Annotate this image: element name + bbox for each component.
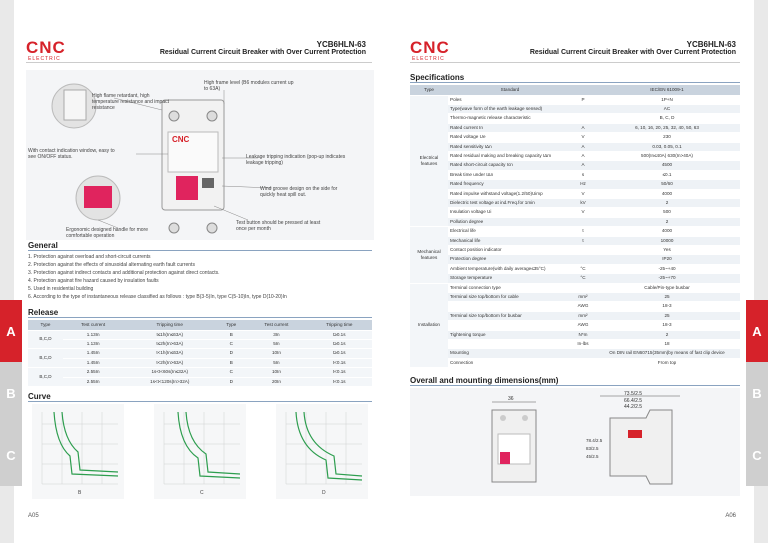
table-cell: t<0.1s — [307, 377, 372, 386]
spec-value: -25~+70 — [594, 274, 740, 283]
spec-value: 10000 — [594, 236, 740, 245]
spec-unit: In-lbs — [572, 340, 594, 349]
general-item: 1. Protection against overload and short-circuit currents — [28, 254, 151, 260]
table-cell: B,C,D — [28, 368, 63, 387]
table-cell: t<0.1s — [307, 358, 372, 367]
table-cell: t<1h(In≤63A) — [123, 349, 216, 358]
dim-a: 73.5/2.5 — [624, 391, 643, 397]
spec-unit: kV — [572, 198, 594, 207]
spec-value: Yes — [594, 246, 740, 255]
dim-f: 45/2.5 — [586, 454, 599, 459]
spec-value: Cable/Pin-type busbar — [594, 283, 740, 292]
spec-value: On DIN rail EN60715(35mm)by means of fast clip device — [594, 349, 740, 358]
table-cell: t<2h(In>63A) — [123, 358, 216, 367]
spec-unit: N*m — [572, 330, 594, 339]
spec-unit — [572, 349, 594, 358]
table-cell: 2.55In — [63, 377, 123, 386]
spec-name: Insulation voltage Ui — [448, 208, 572, 217]
table-cell: t≤1h(In≤63A) — [123, 330, 216, 339]
table-cell: C — [216, 368, 246, 377]
dim-d: 78.4/2.5 — [586, 438, 603, 443]
dim-width: 36 — [508, 396, 514, 402]
tripping-curve-b — [32, 404, 124, 499]
spec-unit: V — [572, 208, 594, 217]
table-cell: 1.45In — [63, 349, 123, 358]
spec-value: 18-3 — [594, 302, 740, 311]
column-header: IEC/EN 61009-1 — [594, 85, 740, 95]
spec-name: Protection degree — [448, 255, 572, 264]
spec-unit: t — [572, 227, 594, 236]
table-header-row — [410, 85, 740, 95]
header-divider — [26, 62, 372, 63]
table-cell: B,C,D — [28, 330, 63, 349]
table-row — [28, 377, 372, 386]
spec-unit: A — [572, 151, 594, 160]
right-page — [384, 0, 754, 543]
table-cell: t<0.1s — [307, 368, 372, 377]
callout-handle: Ergonomic designed handle for more comfortable operation — [66, 227, 148, 239]
table-row — [410, 170, 740, 179]
spec-name: Mechanical life — [448, 236, 572, 245]
table-row — [410, 302, 740, 311]
callout-wind: Wind groove design on the side for quickly heat spill out. — [260, 186, 338, 198]
spec-group-label: Electrical features — [410, 95, 448, 227]
page-number: A05 — [28, 513, 39, 519]
spec-name: Thermo-magnetic release characteristic — [448, 114, 572, 123]
table-row — [410, 264, 740, 273]
spec-unit: A — [572, 123, 594, 132]
release-rule — [28, 317, 372, 318]
spec-value: B, C, D — [594, 114, 740, 123]
model-name: YCB6HLN-63 — [686, 40, 736, 49]
curve-rule — [28, 401, 372, 402]
column-header: Standard — [448, 85, 572, 95]
table-row — [410, 198, 740, 207]
general-item: 6. According to the type of instantaneous release classified as follows : type B(3-5)In, type C(5-10)In, type D(10-20)In — [28, 294, 287, 300]
spec-name: Rated current In — [448, 123, 572, 132]
table-row — [28, 330, 372, 339]
column-header: Tripping time — [123, 320, 216, 330]
dim-c: 44.2/2.5 — [624, 404, 643, 410]
table-cell: D — [216, 377, 246, 386]
table-cell: t≥0.1s — [307, 330, 372, 339]
tripping-curve-c — [154, 404, 246, 499]
spec-unit: A — [572, 142, 594, 151]
spec-name: Connection — [448, 358, 572, 367]
spec-value: 2 — [594, 330, 740, 339]
table-row — [410, 283, 740, 292]
spec-value: AC — [594, 104, 740, 113]
table-cell: 1.13In — [63, 339, 123, 348]
specifications-body — [410, 95, 740, 368]
table-row — [410, 311, 740, 320]
spec-unit: A — [572, 161, 594, 170]
general-item: 3. Protection against indirect contacts and additional protection against direct contacts. — [28, 270, 220, 276]
spec-unit: AWG — [572, 321, 594, 330]
spec-name: Rated impulse withstand voltage(1.2/50)Uimp — [448, 189, 572, 198]
spec-name: Storage temperature — [448, 274, 572, 283]
spec-unit: P — [572, 95, 594, 104]
table-row — [410, 104, 740, 113]
table-row — [28, 358, 372, 367]
table-row — [410, 161, 740, 170]
release-heading: Release — [28, 308, 59, 317]
spec-name: Dielectric test voltage at ind.Freq.for 1min — [448, 198, 572, 207]
table-row — [410, 274, 740, 283]
left-page — [14, 0, 384, 543]
table-row — [410, 321, 740, 330]
table-row — [28, 368, 372, 377]
spec-name: Ambient temperature(with daily average≤35°C) — [448, 264, 572, 273]
table-row — [410, 189, 740, 198]
spec-unit — [572, 217, 594, 226]
table-cell: 10In — [246, 368, 306, 377]
table-row — [410, 95, 740, 104]
tab-b-left[interactable]: B — [0, 362, 22, 424]
curve-heading: Curve — [28, 392, 51, 401]
spec-unit: t — [572, 236, 594, 245]
curve-c-label: C — [200, 490, 204, 496]
specifications-rule — [410, 82, 740, 83]
brand-logo-sub: ELECTRIC — [28, 56, 61, 62]
table-row — [28, 349, 372, 358]
spec-unit: °C — [572, 274, 594, 283]
brand-logo: CNC — [410, 38, 450, 57]
table-cell: 1.13In — [63, 330, 123, 339]
spec-name: Electrical life — [448, 227, 572, 236]
product-name: Residual Current Circuit Breaker with Over Current Protection — [529, 49, 736, 56]
spec-value: -25~+40 — [594, 264, 740, 273]
header-divider — [410, 62, 740, 63]
table-row — [410, 114, 740, 123]
tab-c-right[interactable]: C — [746, 424, 768, 486]
table-row — [410, 208, 740, 217]
table-row — [410, 340, 740, 349]
curve-graphic — [154, 404, 246, 499]
svg-text:CNC: CNC — [172, 135, 190, 144]
general-item: 5. Used in residential building — [28, 286, 94, 292]
spec-group-label: Installation — [410, 283, 448, 368]
callout-flame: High flame retardant, high temperature resistance and impact resistance — [92, 93, 169, 111]
table-cell: B,C,D — [28, 349, 63, 368]
spec-unit — [572, 114, 594, 123]
spec-value: 6, 10, 16, 20, 25, 32, 40, 50, 63 — [594, 123, 740, 132]
table-cell: 3In — [246, 330, 306, 339]
spec-value: IP20 — [594, 255, 740, 264]
table-row — [410, 236, 740, 245]
spec-name: Rated residual making and breaking capacity IΔm — [448, 151, 572, 160]
spec-name: Poles — [448, 95, 572, 104]
spec-unit: V — [572, 189, 594, 198]
spec-value: 4000 — [594, 189, 740, 198]
table-cell: t≥0.1s — [307, 349, 372, 358]
spec-value: ≤0.1 — [594, 170, 740, 179]
spec-name: Rated voltage Ue — [448, 133, 572, 142]
callout-test: Test button should be pressed at least once per month — [236, 220, 321, 232]
table-cell: 2.55In — [63, 368, 123, 377]
table-cell: t≤2h(In>63A) — [123, 339, 216, 348]
table-cell: 5In — [246, 358, 306, 367]
table-row — [410, 217, 740, 226]
spec-value: 2 — [594, 217, 740, 226]
spec-name — [448, 302, 572, 311]
spec-unit: s — [572, 170, 594, 179]
spec-unit: mm² — [572, 293, 594, 302]
spec-value: 25 — [594, 311, 740, 320]
brand-logo-sub: ELECTRIC — [412, 56, 445, 62]
curve-graphic — [276, 404, 368, 499]
spec-value: 1P+N — [594, 95, 740, 104]
table-row — [410, 358, 740, 367]
tab-b-right[interactable]: B — [746, 362, 768, 424]
spec-name: Terminal connection type — [448, 283, 572, 292]
tripping-curve-d — [276, 404, 368, 499]
dimensions-heading: Overall and mounting dimensions(mm) — [410, 376, 559, 385]
table-cell: C — [216, 339, 246, 348]
spec-unit — [572, 246, 594, 255]
spec-value: From top — [594, 358, 740, 367]
model-name: YCB6HLN-63 — [316, 40, 366, 49]
general-rule — [28, 250, 372, 251]
dimension-graphic — [410, 388, 740, 496]
spec-value: 25 — [594, 293, 740, 302]
brand-logo: CNC — [26, 38, 66, 57]
dim-b: 66.4/2.5 — [624, 398, 643, 404]
spec-value: 500 — [594, 208, 740, 217]
spec-group-label: Mechanical features — [410, 227, 448, 283]
page-number: A06 — [725, 513, 736, 519]
callout-frame: High frame level (B6 modules current up to 63A) — [204, 80, 294, 92]
general-heading: General — [28, 241, 58, 250]
specifications-heading: Specifications — [410, 73, 465, 82]
curve-graphic — [32, 404, 124, 499]
spec-unit: Hz — [572, 180, 594, 189]
spec-name: Contact position indicator — [448, 246, 572, 255]
spec-value: 0.03, 0.05, 0.1 — [594, 142, 740, 151]
column-header: Type — [410, 85, 448, 95]
dimension-drawing — [410, 388, 740, 496]
table-cell: B — [216, 330, 246, 339]
dimensions-rule — [410, 385, 740, 386]
table-row — [410, 180, 740, 189]
spec-name: Tightening torque — [448, 330, 572, 339]
spec-unit — [572, 255, 594, 264]
spec-name: Rated short-circuit capacity Icn — [448, 161, 572, 170]
spec-name: Mounting — [448, 349, 572, 358]
spec-value: 500(In≤40A) 630(In>40A) — [594, 151, 740, 160]
table-cell: 1.45In — [63, 358, 123, 367]
table-row — [410, 123, 740, 132]
table-row — [410, 227, 740, 236]
release-table — [28, 320, 372, 387]
table-cell: D — [216, 349, 246, 358]
table-row — [410, 349, 740, 358]
column-header: Type — [216, 320, 246, 330]
spec-unit — [572, 283, 594, 292]
column-header: Test current — [246, 320, 306, 330]
callout-leakage: Leakage tripping indication (pop-up indicates leakage tripping) — [246, 154, 346, 166]
table-row — [410, 151, 740, 160]
table-row — [410, 133, 740, 142]
spec-name: Rated frequency — [448, 180, 572, 189]
table-header-row — [28, 320, 372, 330]
table-cell: B — [216, 358, 246, 367]
spec-value: 2 — [594, 198, 740, 207]
column-header: Type — [28, 320, 63, 330]
curve-b-label: B — [78, 490, 82, 496]
table-row — [410, 330, 740, 339]
dim-e: 83/2.5 — [586, 446, 599, 451]
tab-a-left[interactable]: A — [0, 300, 22, 362]
spec-unit: °C — [572, 264, 594, 273]
curve-d-label: D — [322, 490, 326, 496]
tab-c-left[interactable]: C — [0, 424, 22, 486]
spec-name: Terminal size top/bottom for busbar — [448, 311, 572, 320]
spec-name — [448, 321, 572, 330]
spec-name: Type(wave form of the earth leakage sensed) — [448, 104, 572, 113]
table-cell: 1s<t<60s(In≤32A) — [123, 368, 216, 377]
spec-unit: mm² — [572, 311, 594, 320]
spec-value: 50/60 — [594, 180, 740, 189]
spec-value: 18-3 — [594, 321, 740, 330]
spec-name: Pollution degree — [448, 217, 572, 226]
spec-name: Break time under IΔn — [448, 170, 572, 179]
product-name: Residual Current Circuit Breaker with Over Current Protection — [159, 49, 366, 56]
column-header: Tripping time — [307, 320, 372, 330]
callout-window: With contact indication window, easy to see ON/OFF status. — [28, 148, 115, 160]
spec-value: 230 — [594, 133, 740, 142]
column-header — [572, 85, 594, 95]
table-row — [410, 293, 740, 302]
spec-unit: AWG — [572, 302, 594, 311]
table-cell: t≥0.1s — [307, 339, 372, 348]
table-row — [410, 142, 740, 151]
table-cell: 1s<t<120s(In>32A) — [123, 377, 216, 386]
table-row — [410, 255, 740, 264]
table-row — [410, 246, 740, 255]
spec-value: 18 — [594, 340, 740, 349]
spec-unit — [572, 104, 594, 113]
spec-unit — [572, 358, 594, 367]
spec-name: Terminal size top/bottom for cable — [448, 293, 572, 302]
spec-name — [448, 340, 572, 349]
spec-name: Rated sensitivity IΔn — [448, 142, 572, 151]
tab-a-right[interactable]: A — [746, 300, 768, 362]
table-row — [28, 339, 372, 348]
table-cell: 20In — [246, 377, 306, 386]
table-cell: 5In — [246, 339, 306, 348]
general-item: 2. Protection against the effects of sinusoidal alternating earth fault currents — [28, 262, 195, 268]
general-item: 4. Protection against fire hazard caused by insulation faults — [28, 278, 159, 284]
table-cell: 10In — [246, 349, 306, 358]
specifications-table — [410, 85, 740, 368]
column-header: Test current — [63, 320, 123, 330]
spec-value: 4000 — [594, 227, 740, 236]
spec-unit: V — [572, 133, 594, 142]
spec-value: 4500 — [594, 161, 740, 170]
